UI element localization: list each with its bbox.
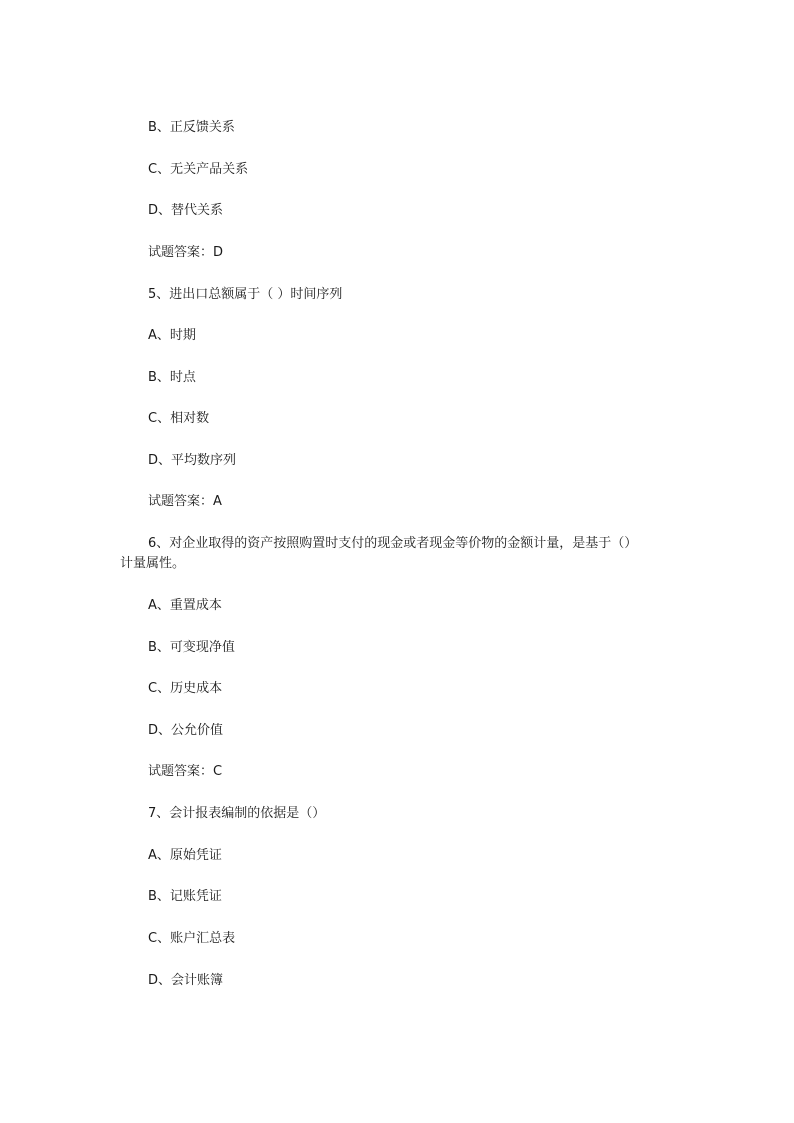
q6-question-line1: 6、对企业取得的资产按照购置时支付的现金或者现金等价物的金额计量，是基于（） [148, 536, 638, 551]
q7-option-b: B、记账凭证 [148, 889, 222, 904]
q4-option-d: D、替代关系 [148, 203, 224, 218]
q7-option-d: D、会计账簿 [148, 973, 224, 988]
q5-option-b: B、时点 [148, 370, 196, 385]
q6-question-line2: 计量属性。 [120, 556, 186, 571]
q5-question: 5、进出口总额属于（ ）时间序列 [148, 287, 343, 302]
q7-option-c: C、账户汇总表 [148, 931, 236, 946]
q6-option-b: B、可变现净值 [148, 640, 235, 655]
q7-option-a: A、原始凭证 [148, 848, 222, 863]
q6-answer: 试题答案：C [148, 764, 223, 779]
q7-question: 7、会计报表编制的依据是（） [148, 806, 326, 821]
q6-option-c: C、历史成本 [148, 681, 223, 696]
q4-answer: 试题答案：D [148, 245, 224, 260]
q5-option-c: C、相对数 [148, 411, 210, 426]
q4-option-b: B、正反馈关系 [148, 120, 235, 135]
q6-option-d: D、公允价值 [148, 723, 224, 738]
q4-option-c: C、无关产品关系 [148, 162, 249, 177]
q5-option-a: A、时期 [148, 328, 196, 343]
q6-option-a: A、重置成本 [148, 598, 222, 613]
q5-answer: 试题答案：A [148, 494, 222, 509]
q5-option-d: D、平均数序列 [148, 453, 237, 468]
